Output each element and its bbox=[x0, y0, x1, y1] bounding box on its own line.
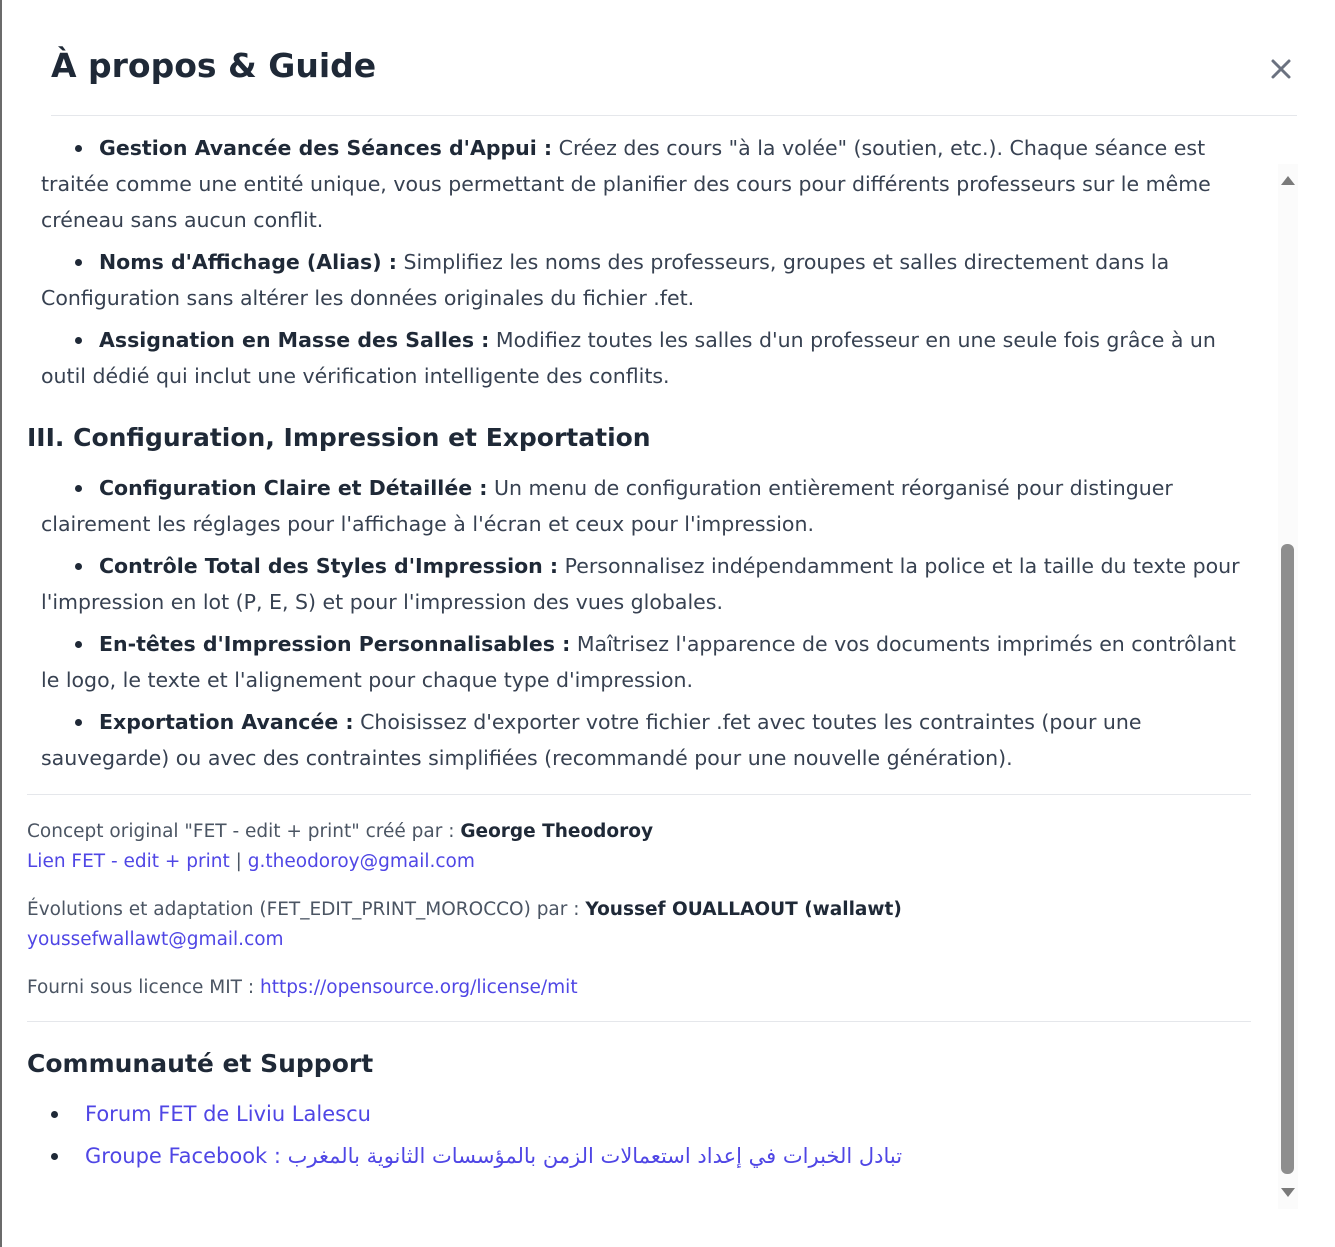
evolution-credit-label: Évolutions et adaptation (FET_EDIT_PRINT_MOROCCO) par : bbox=[27, 899, 586, 920]
bullet-dot bbox=[75, 641, 82, 648]
scroll-up-button[interactable] bbox=[1280, 172, 1296, 188]
feature-term: Exportation Avancée : bbox=[99, 710, 354, 734]
section2-feature-list bbox=[41, 130, 1251, 394]
bullet-dot bbox=[75, 145, 82, 152]
feature-description: Créez des cours "à la volée" (soutien, etc.). Chaque séance est traitée comme une entité unique, vous permettant de planifier des cours pour différents professeurs sur le même créneau sans aucun conflit. bbox=[41, 136, 1211, 232]
credits-block bbox=[27, 817, 1251, 1003]
bullet-dot bbox=[75, 337, 82, 344]
feature-term: Assignation en Masse des Salles : bbox=[99, 328, 490, 352]
bullet-dot bbox=[75, 719, 82, 726]
modal-scroll-area[interactable] bbox=[2, 136, 1278, 1247]
triangle-up-icon bbox=[1280, 174, 1296, 186]
original-email-link[interactable]: g.theodoroy@gmail.com bbox=[247, 851, 475, 872]
modal-title: À propos & Guide bbox=[51, 46, 377, 85]
scroll-down-button[interactable] bbox=[1280, 1185, 1296, 1201]
bullet-dot bbox=[75, 485, 82, 492]
bullet-dot bbox=[51, 1111, 58, 1118]
link-separator: | bbox=[229, 851, 248, 872]
list-item bbox=[41, 704, 1251, 776]
close-icon bbox=[1270, 58, 1292, 80]
feature-term: Gestion Avancée des Séances d'Appui : bbox=[99, 136, 553, 160]
original-credit-label: Concept original "FET - edit + print" créé par : bbox=[27, 821, 461, 842]
section3-feature-list bbox=[41, 470, 1251, 776]
modal-header bbox=[51, 0, 1297, 116]
fet-forum-link[interactable]: Forum FET de Liviu Lalescu bbox=[85, 1102, 371, 1126]
feature-description: Modifiez toutes les salles d'un professeur en une seule fois grâce à un outil dédié qui inclut une vérification intelligente des conflits. bbox=[41, 328, 1216, 388]
license-link[interactable]: https://opensource.org/license/mit bbox=[259, 977, 578, 998]
list-item bbox=[41, 626, 1251, 698]
section3-heading: III. Configuration, Impression et Exportation bbox=[27, 423, 651, 452]
feature-description: Maîtrisez l'apparence de vos documents imprimés en contrôlant le logo, le texte et l'alignement pour chaque type d'impression. bbox=[41, 632, 1236, 692]
feature-term: Noms d'Affichage (Alias) : bbox=[99, 250, 397, 274]
bullet-dot bbox=[75, 563, 82, 570]
fet-edit-print-link[interactable]: Lien FET - edit + print bbox=[27, 851, 230, 872]
original-credit bbox=[27, 817, 1251, 877]
list-item bbox=[41, 322, 1251, 394]
triangle-down-icon bbox=[1280, 1187, 1296, 1199]
close-button[interactable] bbox=[1265, 50, 1297, 88]
list-item bbox=[41, 548, 1251, 620]
bullet-dot bbox=[51, 1153, 58, 1160]
guide-content bbox=[27, 130, 1251, 1180]
feature-term: En-têtes d'Impression Personnalisables : bbox=[99, 632, 571, 656]
facebook-group-link[interactable]: Groupe Facebook : تبادل الخبرات في إعداد استعمالات الزمن بالمؤسسات الثانوية بالمغرب bbox=[85, 1144, 903, 1168]
feature-term: Configuration Claire et Détaillée : bbox=[99, 476, 488, 500]
divider bbox=[27, 1021, 1251, 1022]
support-links-list bbox=[27, 1096, 1251, 1174]
original-author: George Theodoroy bbox=[460, 821, 654, 842]
license-label: Fourni sous licence MIT : bbox=[27, 977, 260, 998]
list-item bbox=[27, 1138, 1251, 1174]
evolution-author: Youssef OUALLAOUT (wallawt) bbox=[585, 899, 902, 920]
divider bbox=[27, 794, 1251, 795]
support-heading: Communauté et Support bbox=[27, 1049, 374, 1078]
scrollbar-thumb[interactable] bbox=[1281, 544, 1294, 1174]
list-item bbox=[27, 1096, 1251, 1132]
feature-description: Un menu de configuration entièrement réorganisé pour distinguer clairement les réglages pour l'affichage à l'écran et ceux pour l'impression. bbox=[41, 476, 1173, 536]
list-item bbox=[41, 244, 1251, 316]
about-guide-modal bbox=[2, 0, 1335, 1247]
feature-description: Simplifiez les noms des professeurs, groupes et salles directement dans la Configuration sans altérer les données originales du fichier .fet. bbox=[41, 250, 1170, 310]
list-item bbox=[41, 130, 1251, 238]
vertical-scrollbar[interactable] bbox=[1278, 164, 1298, 1209]
feature-term: Contrôle Total des Styles d'Impression : bbox=[99, 554, 559, 578]
license-line bbox=[27, 973, 1251, 1003]
feature-description: Personnalisez indépendamment la police et la taille du texte pour l'impression en lot (P, E, S) et pour l'impression des vues globales. bbox=[41, 554, 1240, 614]
evolution-credit bbox=[27, 895, 1251, 955]
feature-description: Choisissez d'exporter votre fichier .fet avec toutes les contraintes (pour une sauvegarde) ou avec des contraintes simplifiées (recommandé pour une nouvelle génération). bbox=[41, 710, 1142, 770]
list-item bbox=[41, 470, 1251, 542]
bullet-dot bbox=[75, 259, 82, 266]
evolution-email-link[interactable]: youssefwallawt@gmail.com bbox=[27, 929, 284, 950]
